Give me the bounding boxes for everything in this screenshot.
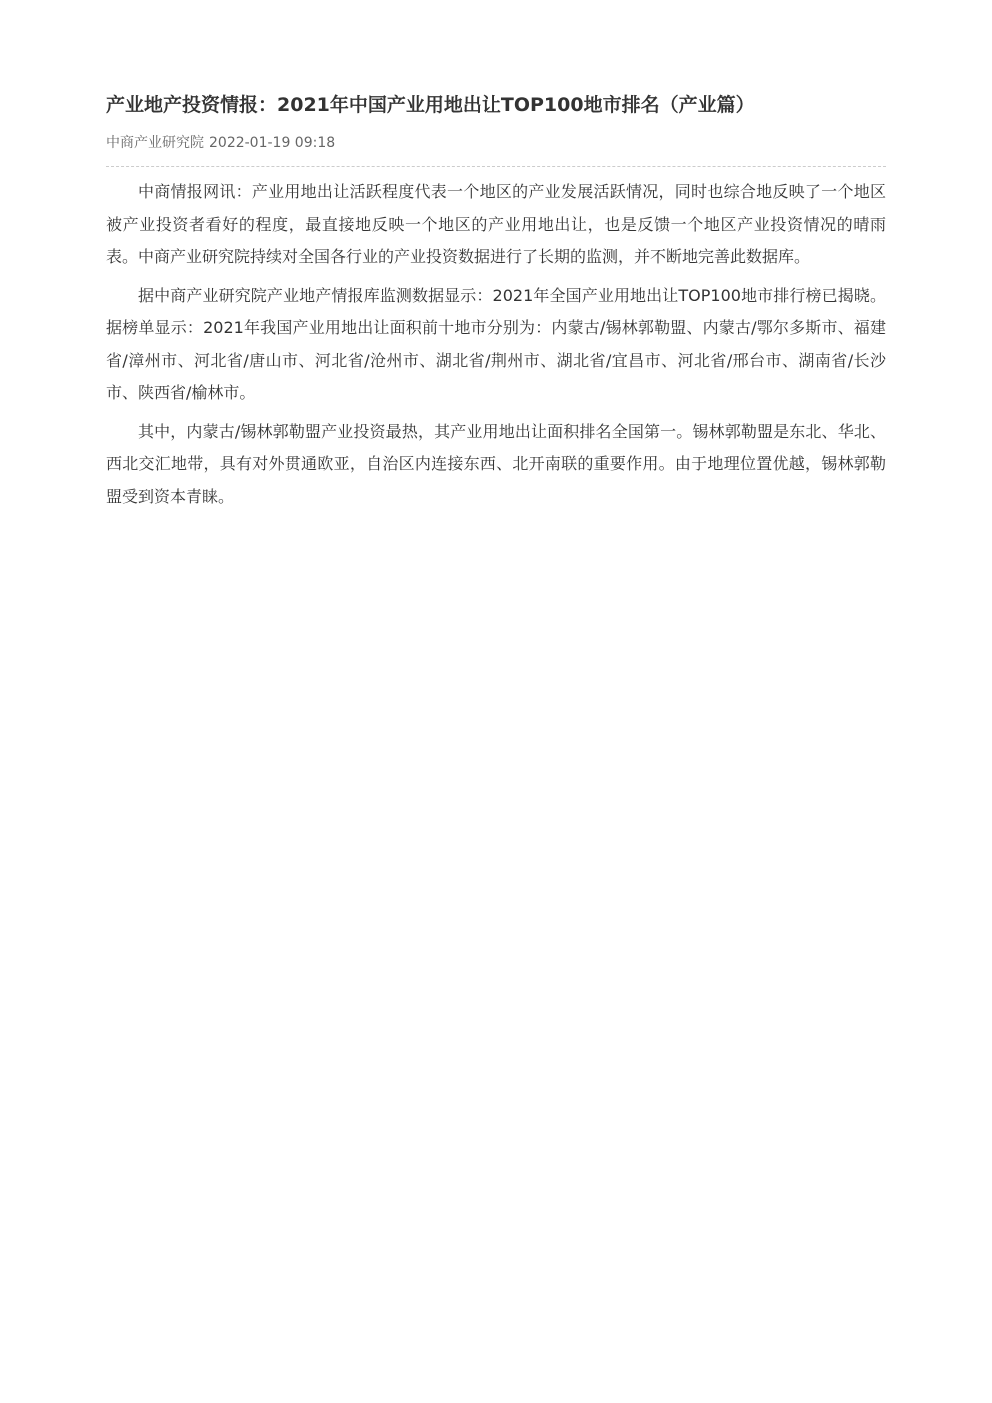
article-datetime: 2022-01-19 09:18	[209, 135, 336, 151]
article-body	[106, 176, 886, 513]
article-source: 中商产业研究院	[106, 135, 204, 151]
article-paragraph: 其中，内蒙古/锡林郭勒盟产业投资最热，其产业用地出让面积排名全国第一。锡林郭勒盟是东北、华北、西北交汇地带，具有对外贯通欧亚，自治区内连接东西、北开南联的重要作用。由于地理位置优越，锡林郭勒盟受到资本青睐。	[106, 421, 886, 506]
article-paragraph: 中商情报网讯：产业用地出让活跃程度代表一个地区的产业发展活跃情况，同时也综合地反映了一个地区被产业投资者看好的程度，最直接地反映一个地区的产业用地出让，也是反馈一个地区产业投资情况的晴雨表。中商产业研究院持续对全国各行业的产业投资数据进行了长期的监测，并不断地完善此数据库。	[106, 182, 886, 266]
article	[106, 88, 886, 519]
article-title: 产业地产投资情报：2021年中国产业用地出让TOP100地市排名（产业篇）	[106, 94, 755, 116]
article-paragraph: 据中商产业研究院产业地产情报库监测数据显示：2021年全国产业用地出让TOP100地市排行榜已揭晓。据榜单显示：2021年我国产业用地出让面积前十地市分别为：内蒙古/锡林郭勒盟、内蒙古/鄂尔多斯市、福建省/漳州市、河北省/唐山市、河北省/沧州市、湖北省/荆州市、湖北省/宜昌市、河北省/邢台市、湖南省/长沙市、陕西省/榆林市。	[106, 285, 886, 402]
article-meta	[106, 133, 886, 167]
